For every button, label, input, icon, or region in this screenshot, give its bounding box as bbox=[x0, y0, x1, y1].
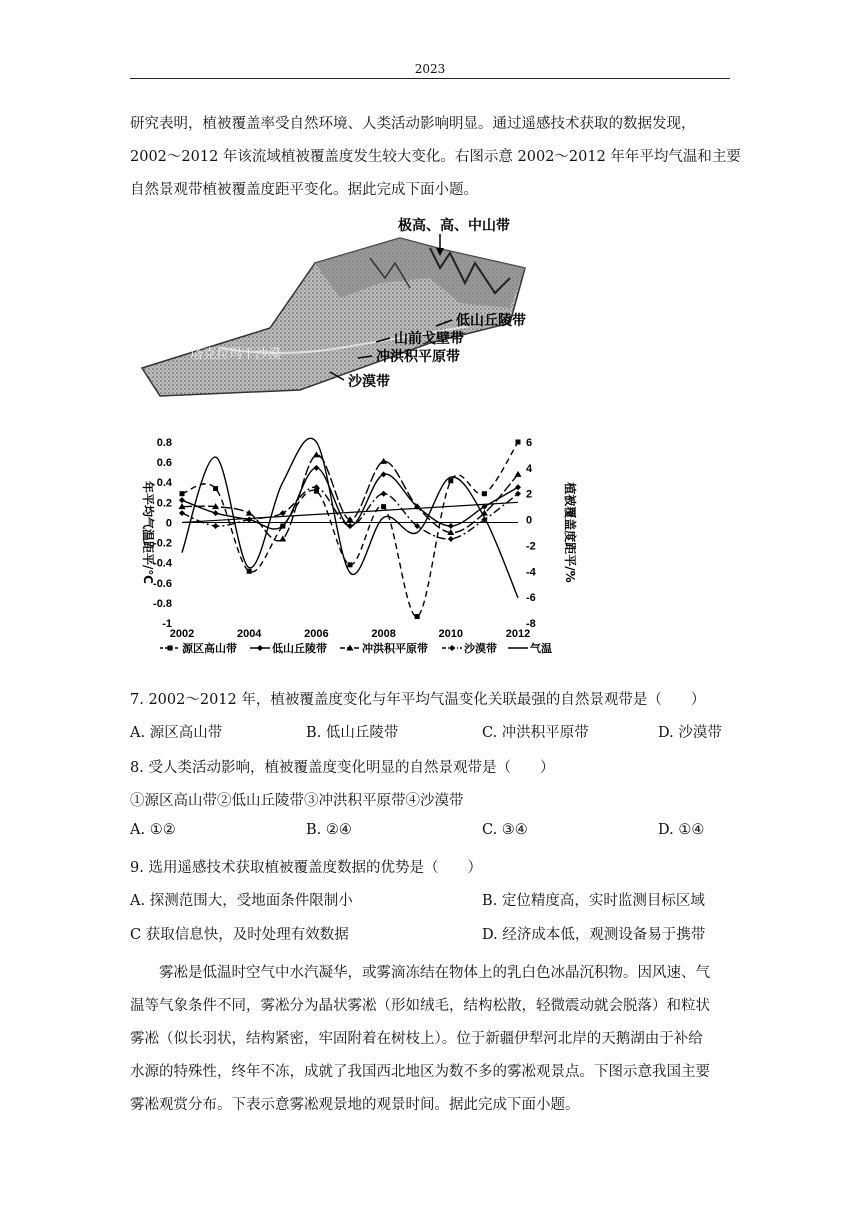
label-high-mountain: 极高、高、中山带 bbox=[398, 218, 510, 234]
legend-label-4: 气温 bbox=[530, 642, 552, 655]
x-tick-label: 2002 bbox=[169, 628, 195, 640]
passage2-line-5: 雾凇观赏分布。下表示意雾凇观景地的观景时间。据此完成下面小题。 bbox=[130, 1097, 580, 1113]
series-2-point bbox=[313, 451, 320, 457]
left-tick-label: 0.4 bbox=[156, 477, 172, 490]
left-tick-label: 0.2 bbox=[156, 497, 172, 510]
right-tick-label: 4 bbox=[526, 462, 533, 475]
landscape-figure bbox=[140, 208, 540, 398]
series-0-point bbox=[247, 569, 252, 574]
series-1-point bbox=[213, 510, 219, 516]
right-tick-label: -2 bbox=[526, 540, 536, 553]
legend-label-0: 源区高山带 bbox=[182, 642, 237, 655]
series-2-point bbox=[515, 471, 522, 477]
series-0-point bbox=[415, 614, 420, 619]
legend-label-3: 沙漠带 bbox=[464, 642, 497, 655]
left-tick-label: -0.2 bbox=[153, 537, 172, 550]
series-0-point bbox=[180, 491, 185, 496]
series-0-point bbox=[381, 504, 386, 509]
header-rule bbox=[130, 78, 730, 79]
series-1-point bbox=[179, 497, 185, 503]
q9-stem: 9. 选用遥感技术获取植被覆盖度数据的优势是（ ） bbox=[130, 860, 482, 876]
left-tick-label: -0.4 bbox=[153, 557, 172, 570]
series-1-point bbox=[515, 484, 521, 490]
left-tick-label: -0.8 bbox=[153, 597, 172, 610]
q7-option-c[interactable]: C. 冲洪积平原带 bbox=[482, 725, 589, 741]
q9-option-d[interactable]: D. 经济成本低，观测设备易于携带 bbox=[482, 927, 706, 943]
taklamakan-label: 塔克拉玛干沙漠 bbox=[190, 347, 282, 362]
series-3-point bbox=[381, 491, 387, 497]
intro-line-3: 自然景观带植被覆盖度距平变化。据此完成下面小题。 bbox=[130, 182, 478, 198]
page-header-year: 2023 bbox=[414, 62, 446, 76]
left-tick-label: 0.8 bbox=[156, 437, 172, 449]
left-tick-label: -1 bbox=[162, 618, 172, 630]
x-tick-label: 2008 bbox=[371, 628, 396, 640]
x-tick-label: 2006 bbox=[304, 628, 329, 640]
legend-marker-3 bbox=[449, 645, 455, 651]
series-3-point bbox=[448, 536, 454, 542]
legend-label-1: 低山丘陵带 bbox=[272, 642, 327, 655]
q8-items: ①源区高山带②低山丘陵带③冲洪积平原带④沙漠带 bbox=[130, 793, 464, 809]
passage2-line-2: 温等气象条件不同，雾凇分为晶状雾凇（形如绒毛，结构松散，轻微震动就会脱落）和粒状 bbox=[130, 998, 710, 1014]
series-1-point bbox=[313, 465, 319, 471]
right-tick-label: -4 bbox=[526, 566, 536, 579]
series-3-point bbox=[280, 510, 286, 516]
climate-vegetation-chart bbox=[130, 420, 590, 665]
series-line-0 bbox=[182, 442, 518, 617]
series-0-point bbox=[516, 440, 521, 445]
q8-option-d[interactable]: D. ①④ bbox=[658, 822, 705, 838]
q8-option-a[interactable]: A. ①② bbox=[130, 822, 176, 838]
legend-label-2: 冲洪积平原带 bbox=[362, 642, 428, 655]
series-3-point bbox=[347, 523, 353, 529]
left-axis-label: 年平均气温距平/℃ bbox=[141, 481, 155, 584]
label-desert: 沙漠带 bbox=[348, 374, 390, 390]
right-tick-label: -8 bbox=[526, 618, 536, 630]
series-0-point bbox=[348, 562, 353, 567]
right-tick-label: 6 bbox=[526, 437, 533, 449]
left-tick-label: -0.6 bbox=[153, 577, 172, 590]
passage2-line-1: 雾凇是低温时空气中水汽凝华，或雾滴冻结在物体上的乳白色冰晶沉积物。因风速、气 bbox=[130, 965, 710, 981]
series-1-point bbox=[448, 523, 454, 529]
q8-stem: 8. 受人类活动影响，植被覆盖度变化明显的自然景观带是（ ） bbox=[130, 760, 555, 776]
x-tick-label: 2004 bbox=[236, 628, 262, 640]
q9-option-a[interactable]: A. 探测范围大，受地面条件限制小 bbox=[130, 893, 353, 909]
label-low-hill: 低山丘陵带 bbox=[456, 313, 526, 329]
series-3-point bbox=[246, 517, 252, 523]
q7-option-b[interactable]: B. 低山丘陵带 bbox=[306, 725, 399, 741]
passage2-line-4: 水源的特殊性，终年不冻，成就了我国西北地区为数不多的雾凇观景点。下图示意我国主要 bbox=[130, 1064, 710, 1080]
x-tick-label: 2012 bbox=[505, 628, 531, 640]
left-tick-label: 0.6 bbox=[156, 457, 172, 470]
series-3-point bbox=[179, 510, 185, 516]
right-tick-label: 0 bbox=[526, 514, 533, 527]
x-tick-label: 2010 bbox=[438, 628, 464, 640]
q9-option-b[interactable]: B. 定位精度高，实时监测目标区域 bbox=[482, 893, 705, 909]
right-axis-label: 植被覆盖度距平/% bbox=[563, 482, 577, 583]
legend-marker-0 bbox=[168, 646, 173, 651]
series-1-point bbox=[381, 471, 387, 477]
label-plain: 冲洪积平原带 bbox=[376, 349, 460, 365]
intro-line-2: 2002～2012 年该流域植被覆盖度发生较大变化。右图示意 2002～2012 年年平均气温和主要 bbox=[130, 149, 741, 165]
q8-option-b[interactable]: B. ②④ bbox=[306, 822, 352, 838]
right-tick-label: -6 bbox=[526, 592, 536, 605]
label-gobi: 山前戈壁带 bbox=[394, 331, 464, 347]
q7-option-d[interactable]: D. 沙漠带 bbox=[658, 725, 722, 741]
q8-option-c[interactable]: C. ③④ bbox=[482, 822, 528, 838]
left-tick-label: 0 bbox=[165, 517, 172, 530]
q7-option-a[interactable]: A. 源区高山带 bbox=[130, 725, 223, 741]
q7-stem: 7. 2002～2012 年，植被覆盖度变化与年平均气温变化关联最强的自然景观带是（ ） bbox=[130, 692, 706, 708]
series-0-point bbox=[448, 478, 453, 483]
right-tick-label: 2 bbox=[526, 488, 533, 501]
passage2-line-3: 雾凇（似长羽状，结构紧密，牢固附着在树枝上）。位于新疆伊犁河北岸的天鹅湖由于补给 bbox=[130, 1031, 703, 1047]
legend-marker-1 bbox=[257, 645, 263, 651]
series-0-point bbox=[482, 491, 487, 496]
intro-line-1: 研究表明，植被覆盖率受自然环境、人类活动影响明显。通过遥感技术获取的数据发现， bbox=[130, 116, 696, 132]
series-3-point bbox=[213, 523, 219, 529]
q9-option-c[interactable]: C 获取信息快，及时处理有效数据 bbox=[130, 927, 349, 943]
series-0-point bbox=[213, 486, 218, 491]
